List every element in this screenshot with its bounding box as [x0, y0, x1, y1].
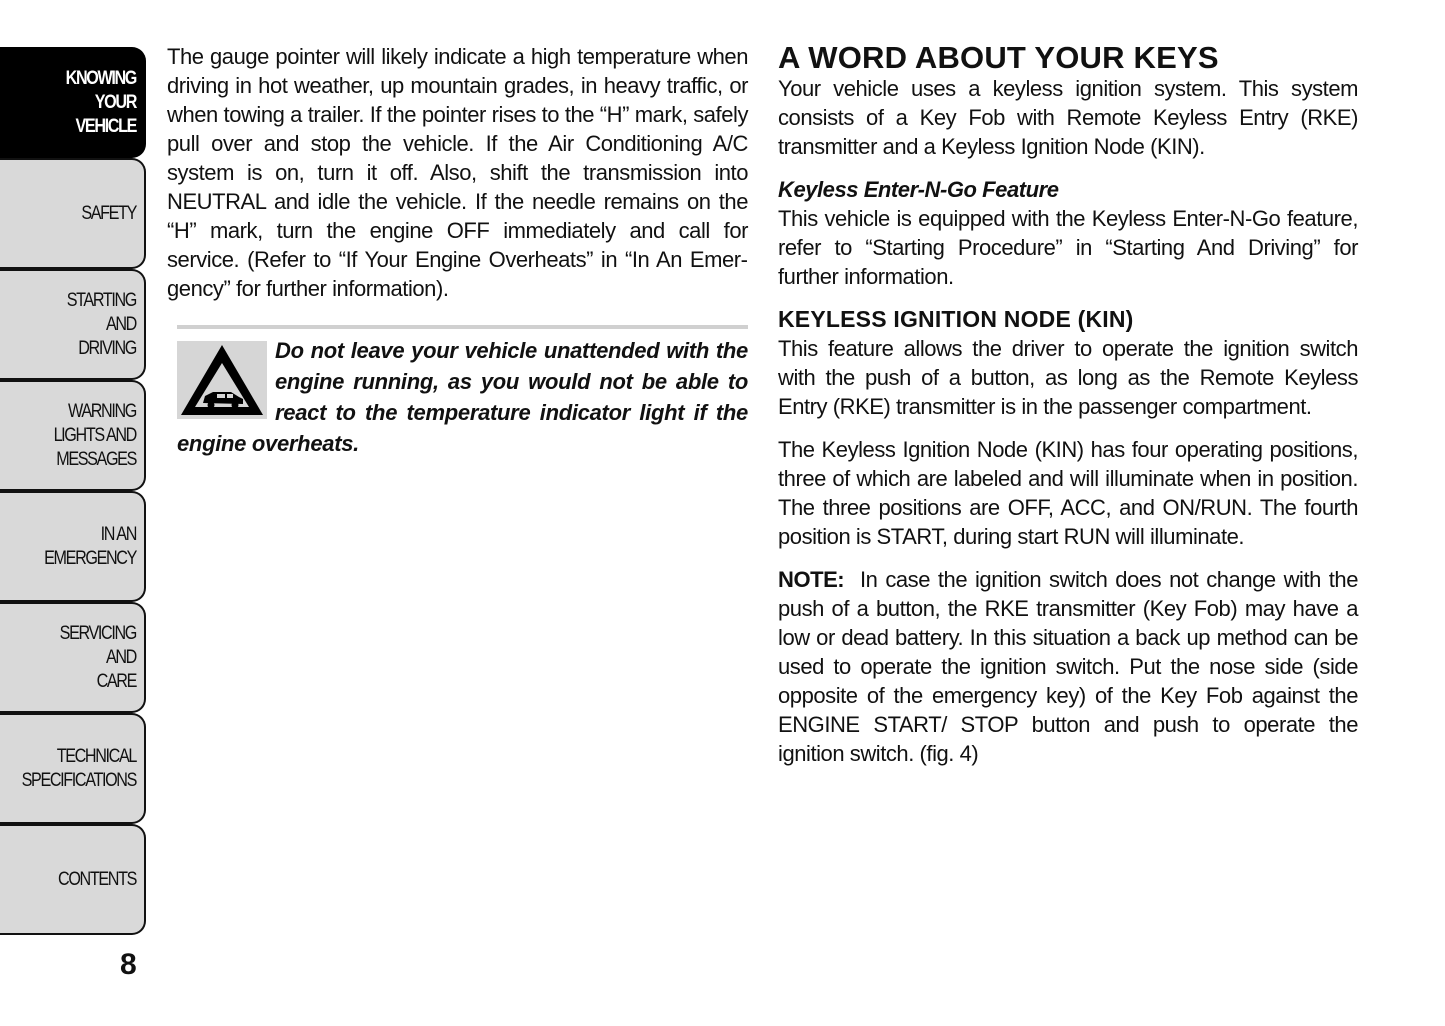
- warning-text: Do not leave your vehicle unattended with the engine running, as you would not be able to react to the temperature indicator light if the engine overheats.: [177, 338, 748, 456]
- right-column: [778, 42, 1358, 768]
- enter-n-go-paragraph: This vehicle is equipped with the Keyless Enter-N-Go feature, refer to “Starting Procedure” in “Starting And Driving” for further information.: [778, 206, 1358, 289]
- warning-box: [177, 325, 748, 459]
- overheat-paragraph: The gauge pointer will likely indicate a high temperature when driving in hot weather, up mountain grades, in heavy traffic, or when towing a trailer. If the pointer rises to the “H” mark, safely pull over and stop the vehicle. If the Air Conditioning A/C system is on, turn it off. Also, shift the transmission into NEUTRAL and idle the vehicle. If the needle remains on the “H” mark, turn the engine OFF immediately and call for service. (Refer to “If Your Engine Overheats” in “In An Emergency” for further information).: [167, 44, 748, 301]
- section-tabs: [0, 47, 146, 935]
- left-column: [167, 42, 748, 459]
- tab-in-an-emergency[interactable]: [0, 491, 146, 602]
- tab-label: STARTING AND DRIVING: [66, 289, 136, 359]
- note-text: In case the ignition switch does not change with the push of a button, the RKE transmitter (Key Fob) may have a low or dead battery. In this situation a back up method can be used to operate the ignition switch. Put the nose side (side opposite of the emergency key) of the Key Fob against the ENGINE START/ STOP button and push to operate the ignition switch. (fig. 4): [778, 567, 1359, 766]
- section-title: A WORD ABOUT YOUR KEYS: [778, 40, 1219, 75]
- tab-label: SAFETY: [81, 202, 136, 224]
- tab-label: CONTENTS: [58, 868, 136, 890]
- tab-technical-specifications[interactable]: [0, 713, 146, 824]
- tab-safety[interactable]: [0, 158, 146, 269]
- tab-label: TECHNICAL SPECIFICATIONS: [21, 745, 137, 791]
- intro-paragraph: Your vehicle uses a keyless ignition system. This system consists of a Key Fob with Remote Keyless Entry (RKE) transmitter and a Keyless Ignition Node (KIN).: [778, 76, 1358, 159]
- subheading-enter-n-go: Keyless Enter-N-Go Feature: [778, 177, 1059, 202]
- tab-starting-and-driving[interactable]: [0, 269, 146, 380]
- kin-paragraph-1: This feature allows the driver to operate the ignition switch with the push of a button, as long as the Remote Keyless Entry (RKE) transmitter is in the passenger compartment.: [778, 336, 1358, 419]
- tab-label: WARNING LIGHTS AND MESSAGES: [53, 400, 137, 470]
- tab-label: IN AN EMERGENCY: [44, 523, 137, 569]
- tab-label: KNOWING YOUR VEHICLE: [65, 67, 136, 137]
- note-label: NOTE:: [778, 567, 845, 592]
- tab-warning-lights[interactable]: [0, 380, 146, 491]
- kin-paragraph-2: The Keyless Ignition Node (KIN) has four operating positions, three of which are labeled and will illuminate when in position. The three positions are OFF, ACC, and ON/RUN. The fourth position is START, during start RUN will illuminate.: [778, 437, 1358, 549]
- note-paragraph: [778, 565, 1358, 768]
- warning-triangle-car-icon: [177, 341, 267, 419]
- tab-knowing-your-vehicle[interactable]: [0, 47, 146, 158]
- subheading-kin: KEYLESS IGNITION NODE (KIN): [778, 306, 1134, 332]
- page-number: 8: [120, 948, 137, 981]
- tab-label: SERVICING AND CARE: [59, 622, 137, 692]
- tab-servicing-and-care[interactable]: [0, 602, 146, 713]
- tab-contents[interactable]: [0, 824, 146, 935]
